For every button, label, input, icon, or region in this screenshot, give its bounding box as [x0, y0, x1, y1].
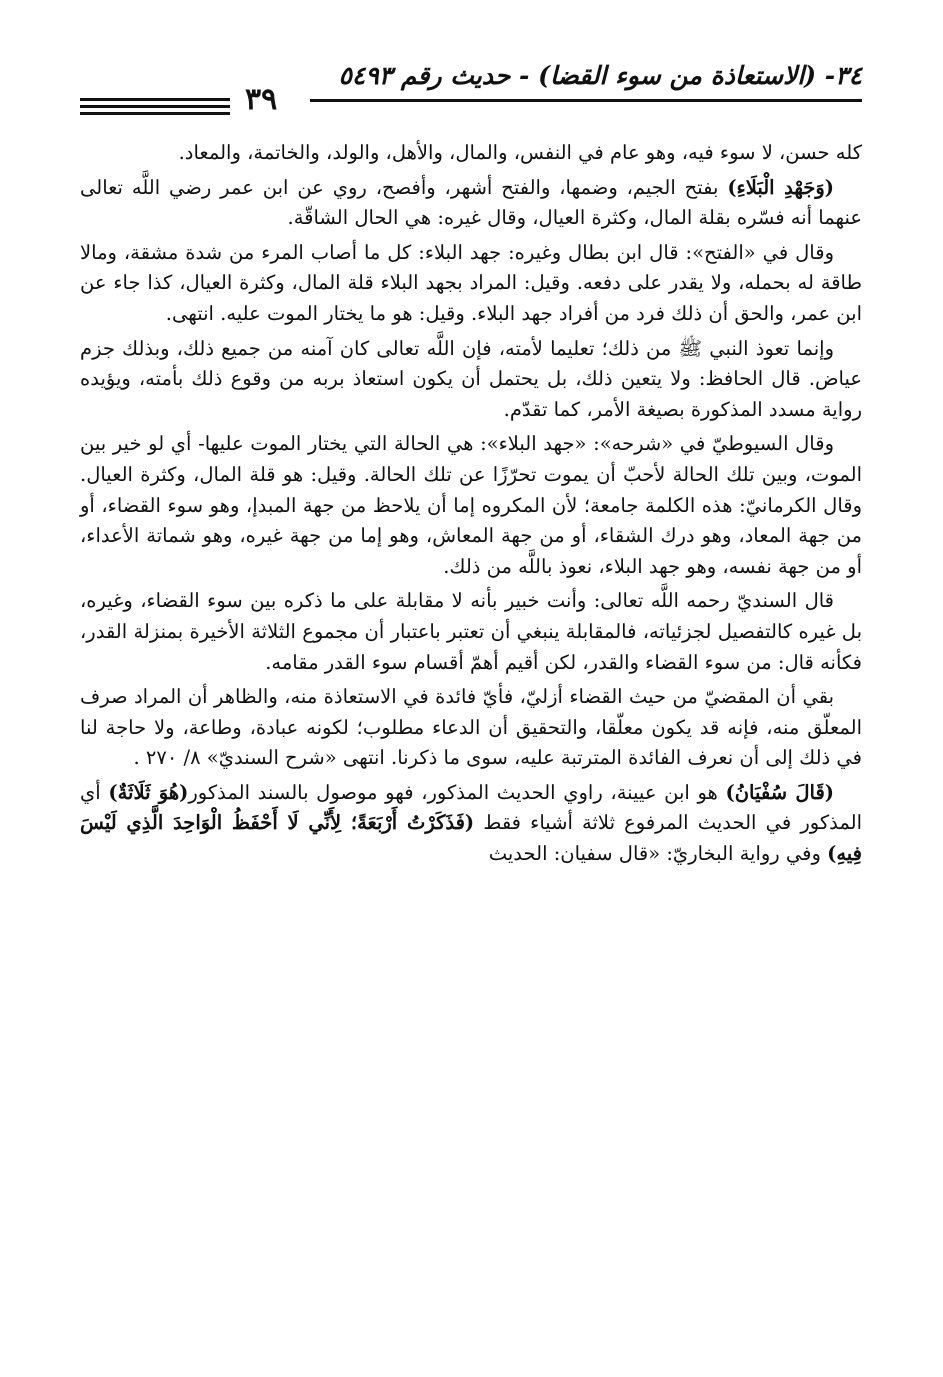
paragraph-text: أي المذكور في الحديث المرفوع ثلاثة أشياء فقط: [80, 780, 862, 835]
paragraph-text: وفي رواية البخاريّ: «قال سفيان: الحديث: [488, 842, 828, 866]
paragraph: [80, 138, 862, 169]
paragraph-text: قال السنديّ رحمه اللَّه تعالى: وأنت خبير بأنه لا مقابلة على ما ذكره بين سوء القضاء، وغيره، بل غيره كالتفصيل لجزئياته، فالمقابلة ينبغي أن تعتبر باعتبار أن مجموع الثلاثة الأخيرة بمنزلة القدر، فكأنه قال: من سوء القضاء والقدر، لكن أقيم أهمّ أقسام سوء القدر مقامه.: [80, 589, 862, 674]
header-rule: [80, 98, 230, 101]
paragraph: [80, 173, 862, 234]
paragraph-text: كله حسن، لا سوء فيه، وهو عام في النفس، والمال، والأهل، والولد، والخاتمة، والمعاد.: [178, 141, 862, 164]
paragraph: [80, 429, 862, 582]
page-number: ٣٩: [245, 82, 278, 117]
quoted-phrase: (هُوَ ثَلَاثَةٌ): [108, 780, 189, 804]
quoted-phrase: (فَذَكَرْتُ أَرْبَعَةً؛ لِأَنِّي لَا أَحْفَظُ الْوَاحِدَ الَّذِي لَيْسَ فِيهِ): [80, 811, 862, 866]
paragraph: [80, 586, 862, 678]
paragraph-text: بقي أن المقضيّ من حيث القضاء أزليّ، فأيّ فائدة في الاستعاذة منه، والظاهر أن المراد صرف المعلّق منه، فإنه قد يكون معلّقا، والتحقيق أن الدعاء مطلوب؛ لكونه عبادة، وطاعة، ولا حاجة لنا في ذلك إلى أن نعرف الفائدة المترتبة عليه، سوى ما ذكرنا. انتهى «شرح السنديّ» ٨/ ٢٧٠ .: [80, 685, 862, 770]
paragraph: [80, 238, 862, 330]
body-text: [80, 138, 862, 874]
header-rule: [80, 105, 230, 108]
paragraph: [80, 778, 862, 870]
quoted-phrase: (قَالَ سُفْيَانُ): [725, 780, 834, 804]
quoted-phrase: (وَجَهْدِ الْبَلَاءِ): [727, 175, 834, 199]
header-rule: [80, 112, 230, 115]
paragraph-text: بفتح الجيم، وضمها، والفتح أشهر، وأفصح، روي عن ابن عمر رضي اللَّه تعالى عنهما أنه فسّره بقلة المال، وكثرة العيال، وقال غيره: هي الحال الشاقّة.: [80, 175, 862, 230]
paragraph-text: وقال السيوطيّ في «شرحه»: «جهد البلاء»: هي الحالة التي يختار الموت عليها- أي لو خير بين الموت، وبين تلك الحالة لأحبّ أن يموت تحرّزًا عن تلك الحالة. وقيل: هو قلة المال، وكثرة العيال. وقال الكرمانيّ: هذه الكلمة جامعة؛ لأن المكروه إما أن يلاحظ من جهة المبدإ، وهو سوء القضاء، أو من جهة المعاد، وهو درك الشقاء، أو من جهة المعاش، وهو إما من جهة غيره، وهو شماتة الأعداء، أو من جهة نفسه، وهو جهد البلاء، نعوذ باللَّه من ذلك.: [80, 432, 862, 578]
header-underline: [310, 99, 862, 102]
running-title: ٣٤- (الاستعاذة من سوء القضا) - حديث رقم ٥٤٩٣: [338, 61, 862, 90]
paragraph: [80, 682, 862, 774]
page-header: [80, 60, 862, 120]
paragraph-text: وقال في «الفتح»: قال ابن بطال وغيره: جهد البلاء: كل ما أصاب المرء من شدة مشقة، ومالا طاقة له بحمله، ولا يقدر على دفعه. وقيل: المراد بجهد البلاء قلة المال، وكثرة العيال، كذا جاء عن ابن عمر، والحق أن ذلك فرد من أفراد جهد البلاء. وقيل: هو ما يختار الموت عليه. انتهى.: [80, 240, 862, 325]
paragraph-text: وإنما تعوذ النبي ﷺ من ذلك؛ تعليما لأمته، فإن اللَّه تعالى كان آمنه من جميع ذلك، وبذلك جزم عياض. قال الحافظ: ولا يتعين ذلك، بل يحتمل أن يكون استعاذ بربه من وقوع ذلك بأمته، ويؤيده رواية مسدد المذكورة بصيغة الأمر، كما تقدّم.: [80, 336, 862, 421]
paragraph: [80, 334, 862, 426]
paragraph-text: هو ابن عيينة، راوي الحديث المذكور، فهو موصول بالسند المذكور: [188, 780, 726, 804]
